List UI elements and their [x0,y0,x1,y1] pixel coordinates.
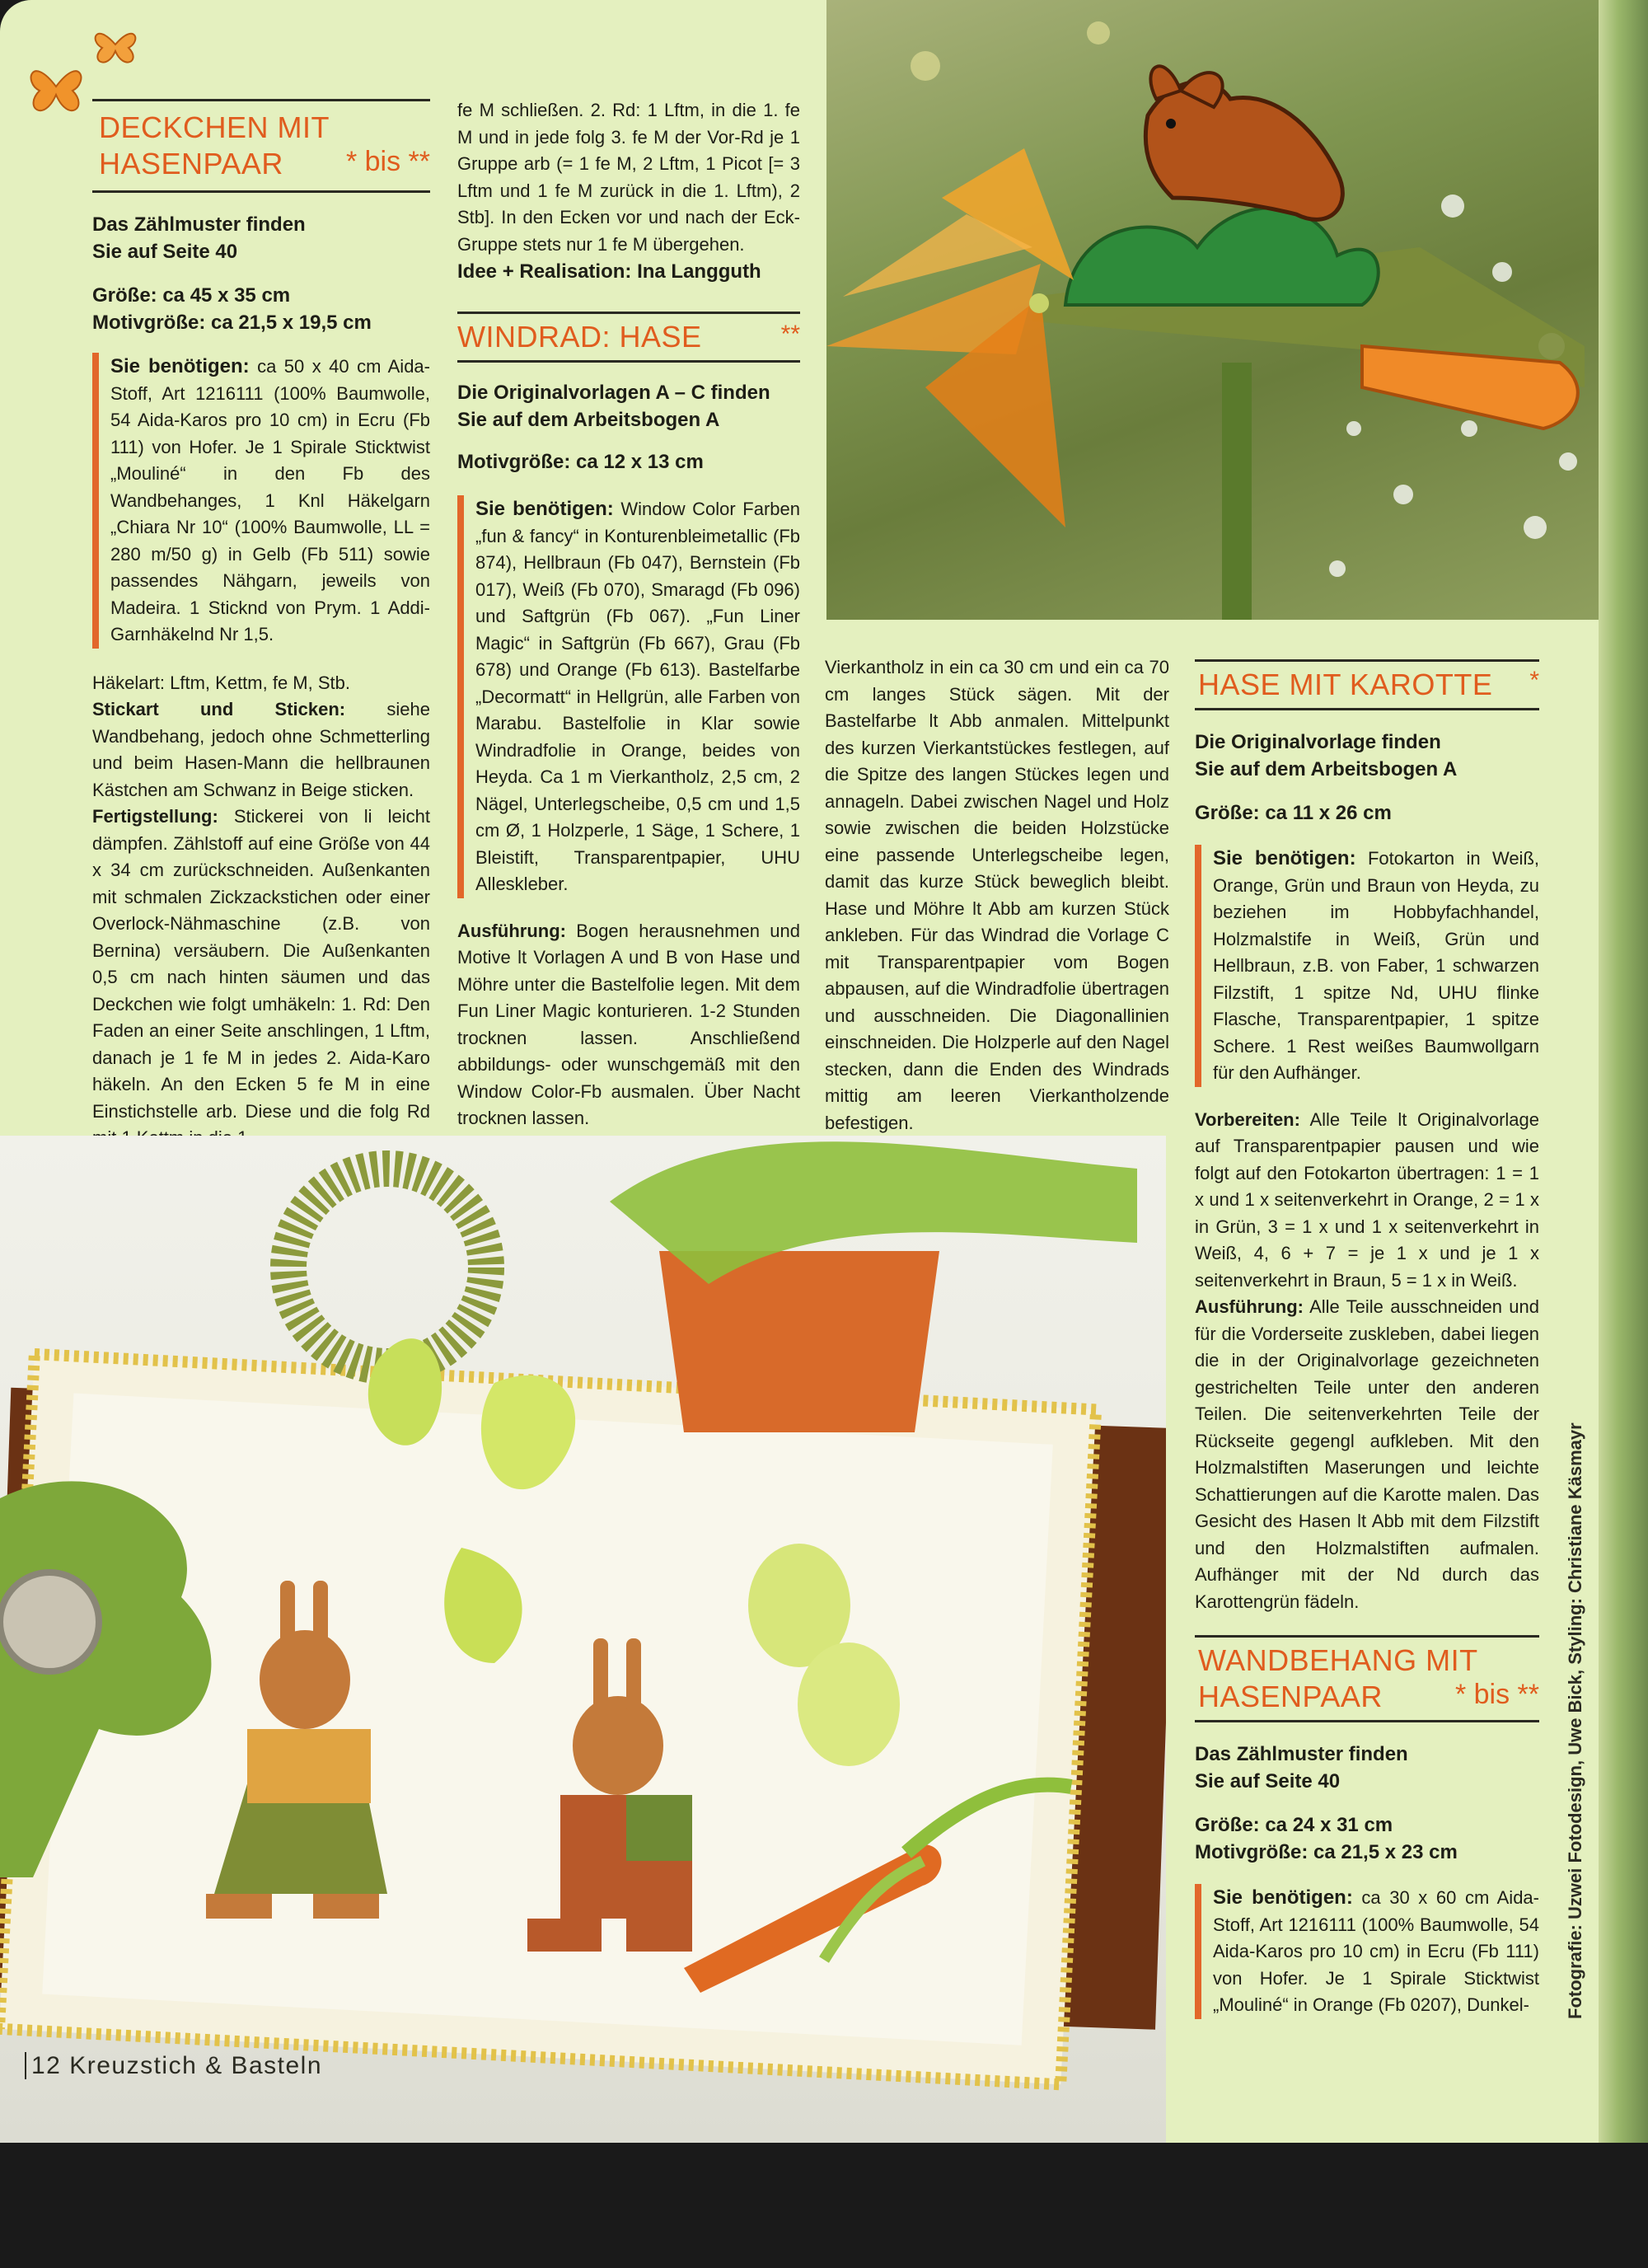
section-title: HASENPAAR [1198,1680,1383,1713]
materials-label: Sie benötigen: [1213,1886,1353,1909]
execution-block [1195,1294,1539,1615]
section-title: DECKCHEN MIT [99,110,330,144]
execution-text: Bogen herausnehmen und Motive lt Vorlagen A und B von Hase und Möhre unter die Bastelfolie legen. Mit dem Fun Liner Magic konturieren. 1-2 Stunden trocknen lassen. Anschließend abbildungs- oder wunschgemäß mit den Window Color-Fb ausmalen. Über Nacht trocknen lassen. [457,920,800,1128]
crochet-info: Häkelart: Lftm, Kettm, fe M, Stb. [92,672,350,693]
col2-section [457,97,800,1132]
size-info: Größe: ca 11 x 26 cm [1195,802,1392,824]
prepare-label: Vorbereiten: [1195,1108,1300,1130]
magazine-name: Kreuzstich & Basteln [69,2052,323,2079]
difficulty-stars: * [1529,667,1539,694]
page-number: 12 [25,2052,61,2079]
pattern-source: Die Originalvorlage finden [1195,731,1441,753]
embroidery-text: siehe Wandbehang, jedoch ohne Schmetterling und beim Hasen-Mann die hellbraunen Kästchen am Schwanz in Beige sticken. [92,699,430,800]
motif-size-info: Motivgröße: ca 21,5 x 23 cm [1195,1841,1458,1863]
pattern-source: Sie auf dem Arbeitsbogen A [1195,758,1458,780]
materials-block [1195,845,1539,1087]
motif-size-info: Motivgröße: ca 12 x 13 cm [457,451,704,473]
materials-label: Sie benötigen: [475,498,614,520]
finishing-block [92,804,430,1152]
materials-label: Sie benötigen: [1213,847,1356,869]
continuation-text: fe M schließen. 2. Rd: 1 Lftm, in die 1. fe M und in jede folg 3. fe M der Vor-Rd je 1 Gruppe arb (= 1 fe M, 2 Lftm, 1 Picot [= 3 Lftm und 1 fe M zurück in die 1. Lftm), 2 Stb]. In den Ecken vor und nach der Eck-Gruppe stets nur 1 fe M übergehen. [457,100,800,255]
materials-text: ca 50 x 40 cm Aida-Stoff, Art 1216111 (100% Baumwolle, 54 Aida-Karos pro 10 cm) in Ecru (Fb 111) von Hofer. Je 1 Spirale Sticktwist „Mouliné“ in den Fb des Wandbehanges, 1 Knl Häkelgarn „Chiara Nr 10“ (100% Baumwolle, LL = 280 m/50 g) in Gelb (Fb 511) sowie passendes Nähgarn, jeweils von Madeira. 1 Sticknd von Prym. 1 Addi-Garnhäkelnd Nr 1,5. [110,356,430,644]
pinwheel-photo [826,0,1599,620]
embroidery-label: Stickart und Sticken: [92,699,346,719]
execution-label: Ausführung: [1195,1296,1304,1317]
difficulty-stars: * bis ** [1454,1679,1539,1710]
embroidery-block [92,696,430,804]
section-title: HASENPAAR [99,147,283,180]
pattern-source: Sie auf Seite 40 [92,241,238,263]
difficulty-stars: ** [780,321,800,348]
pattern-source: Sie auf Seite 40 [1195,1770,1341,1792]
col1-section [92,99,430,1152]
materials-text: Fotokarton in Weiß, Orange, Grün und Braun von Heyda, zu beziehen im Hobbyfachhandel, Holzmalstife in Weiß, Grün und Hellbraun, z.B. von Faber, 1 schwarzen Filzstift, 1 spitze Nd, UHU flinke Flasche, Transparentpapier, 1 spitze Schere. 1 Rest weißes Baumwollgarn für den Aufhänger. [1213,848,1539,1083]
doily-photo [0,1136,1166,2143]
finishing-text: Stickerei von li leicht dämpfen. Zählstoff auf eine Größe von 44 x 34 cm zurückschneiden. Außenkanten mit schmalen Zickzackstichen oder einer Overlock-Nähmaschine (z.B. von Bernina) versäubern. Die Außenkanten 0,5 cm nach hinten säumen und das Deckchen wie folgt umhäkeln: 1. Rd: Den Faden an einer Seite anschlingen, 1 Lftm, danach je 1 fe M in jedes 2. Aida-Karo häkeln. An den Ecken 5 fe M in eine Einstichstelle arb. Diese und die folg Rd [92,806,430,1122]
materials-label: Sie benötigen: [110,355,250,377]
prepare-block [1195,1107,1539,1295]
finishing-label: Fertigstellung: [92,806,218,827]
credit-line: Idee + Realisation: Ina Langguth [457,260,761,283]
materials-text: ca 30 x 60 cm Aida-Stoff, Art 1216111 (100% Baumwolle, 54 Aida-Karos pro 10 cm) in Ecru (Fb 111) von Hofer. Je 1 Spirale Sticktwist „Mouliné“ in Orange (Fb 0207), Dunkel- [1213,1887,1539,2015]
photo-credit [1553,948,1586,2019]
pattern-source: Das Zählmuster finden [1195,1743,1408,1765]
col3-section [825,654,1169,1136]
pattern-source: Sie auf dem Arbeitsbogen A [457,409,720,431]
execution-label: Ausführung: [457,920,566,941]
pinwheel-illustration [826,0,1599,620]
execution-block [457,918,800,1132]
pattern-source: Das Zählmuster finden [92,213,306,236]
materials-block [1195,1884,1539,2019]
section-title: WANDBEHANG MIT [1198,1643,1478,1677]
motif-size-info: Motivgröße: ca 21,5 x 19,5 cm [92,312,372,334]
size-info: Größe: ca 24 x 31 cm [1195,1814,1393,1836]
materials-block [457,495,800,898]
difficulty-stars: * bis ** [345,146,430,177]
page-footer [25,2052,322,2080]
page-spine [1599,0,1648,2143]
butterfly-icon [23,49,89,124]
col4-section [1195,659,1539,2019]
doily-illustration [0,1136,1166,2143]
size-info: Größe: ca 45 x 35 cm [92,284,291,307]
photo-credit-text: Fotografie: Uzwei Fotodesign, Uwe Bick, Styling: Christiane Käsmayr [1565,1422,1585,2019]
materials-text: Window Color Farben „fun & fancy“ in Konturenbleimetallic (Fb 874), Hellbraun (Fb 047), Bernstein (Fb 017), Weiß (Fb 070), Smaragd (Fb 096) und Saftgrün (Fb 067). „Fun Liner Magic“ in Saftgrün (Fb 667), Grau (Fb 678) und Orange (Fb 613). Bastelfarbe „Decormatt“ in Hellgrün, alle Farben von Marabu. Bastelfolie in Klar sowie Windradfolie in Orange, beides von Heyda. Ca 1 m Vierkantholz, 2,5 cm, 2 Nägel, Unterlegscheibe, 0,5 cm und 1,5 cm Ø, 1 Holzperle, 1 Säge, 1 Schere, 1 Bleistift, Transparentpapier, UHU Alleskleber. [475,499,800,894]
prepare-text: Alle Teile lt Originalvorlage auf Transparentpapier pausen und wie folgt auf den Fotokarton übertragen: 1 = 1 x und 1 x seitenverkehrt in Orange, 2 = 1 x in Grün, 3 = 1 x und 1 x seitenverkehrt in Weiß, 4, 6 + 7 = je 1 x und je 1 x seitenverkehrt in Braun, 5 = 1 x in Weiß. [1195,1108,1539,1291]
section-title: WINDRAD: HASE [457,320,702,354]
instructions-text: Vierkantholz in ein ca 30 cm und ein ca 70 cm langes Stück sägen. Mit der Bastelfarbe lt Abb anmalen. Mittelpunkt des kurzen Vierkantstückes festlegen, auf die Spitze des langen Stückes legen und annageln. Dabei zwischen Nagel und Holz sowie zwischen die beiden Holzstücke eine passende Unterlegscheibe legen, damit das kurze Stück beweglich bleibt. Hase und Möhre lt Abb am kurzen Stück ankleben. Für das Windrad die Vorlage C mit Transparentpapier vom Bogen abpausen, auf die Windradfolie übertragen und ausschneiden. Die Diagonallinien einschneiden. Die Holzperle auf den Nagel stecken, dann die Enden des Windrads mittig am leeren Vierkantholzende befestigen. [825,657,1169,1133]
execution-text: Alle Teile ausschneiden und für die Vorderseite zuskleben, dabei liegen die in der Originalvorlage gezeichneten gestrichelten Teile unter den anderen Teilen. Die seitenverkehrten Teile der Rückseite gegengl aufkleben. Mit den Holzmalstiften Maserungen und leichte Schattierungen auf die Karotte malen. Das Gesicht des Hasen lt Abb mit dem Filzstift und den Holzmalstiften aufmalen. Aufhänger mit der Nd durch das Karottengrün fädeln. [1195,1296,1539,1612]
section-title: HASE MIT KAROTTE [1198,668,1493,701]
butterfly-icon [89,18,142,71]
pattern-source: Die Originalvorlagen A – C finden [457,382,770,404]
materials-block [92,353,430,649]
